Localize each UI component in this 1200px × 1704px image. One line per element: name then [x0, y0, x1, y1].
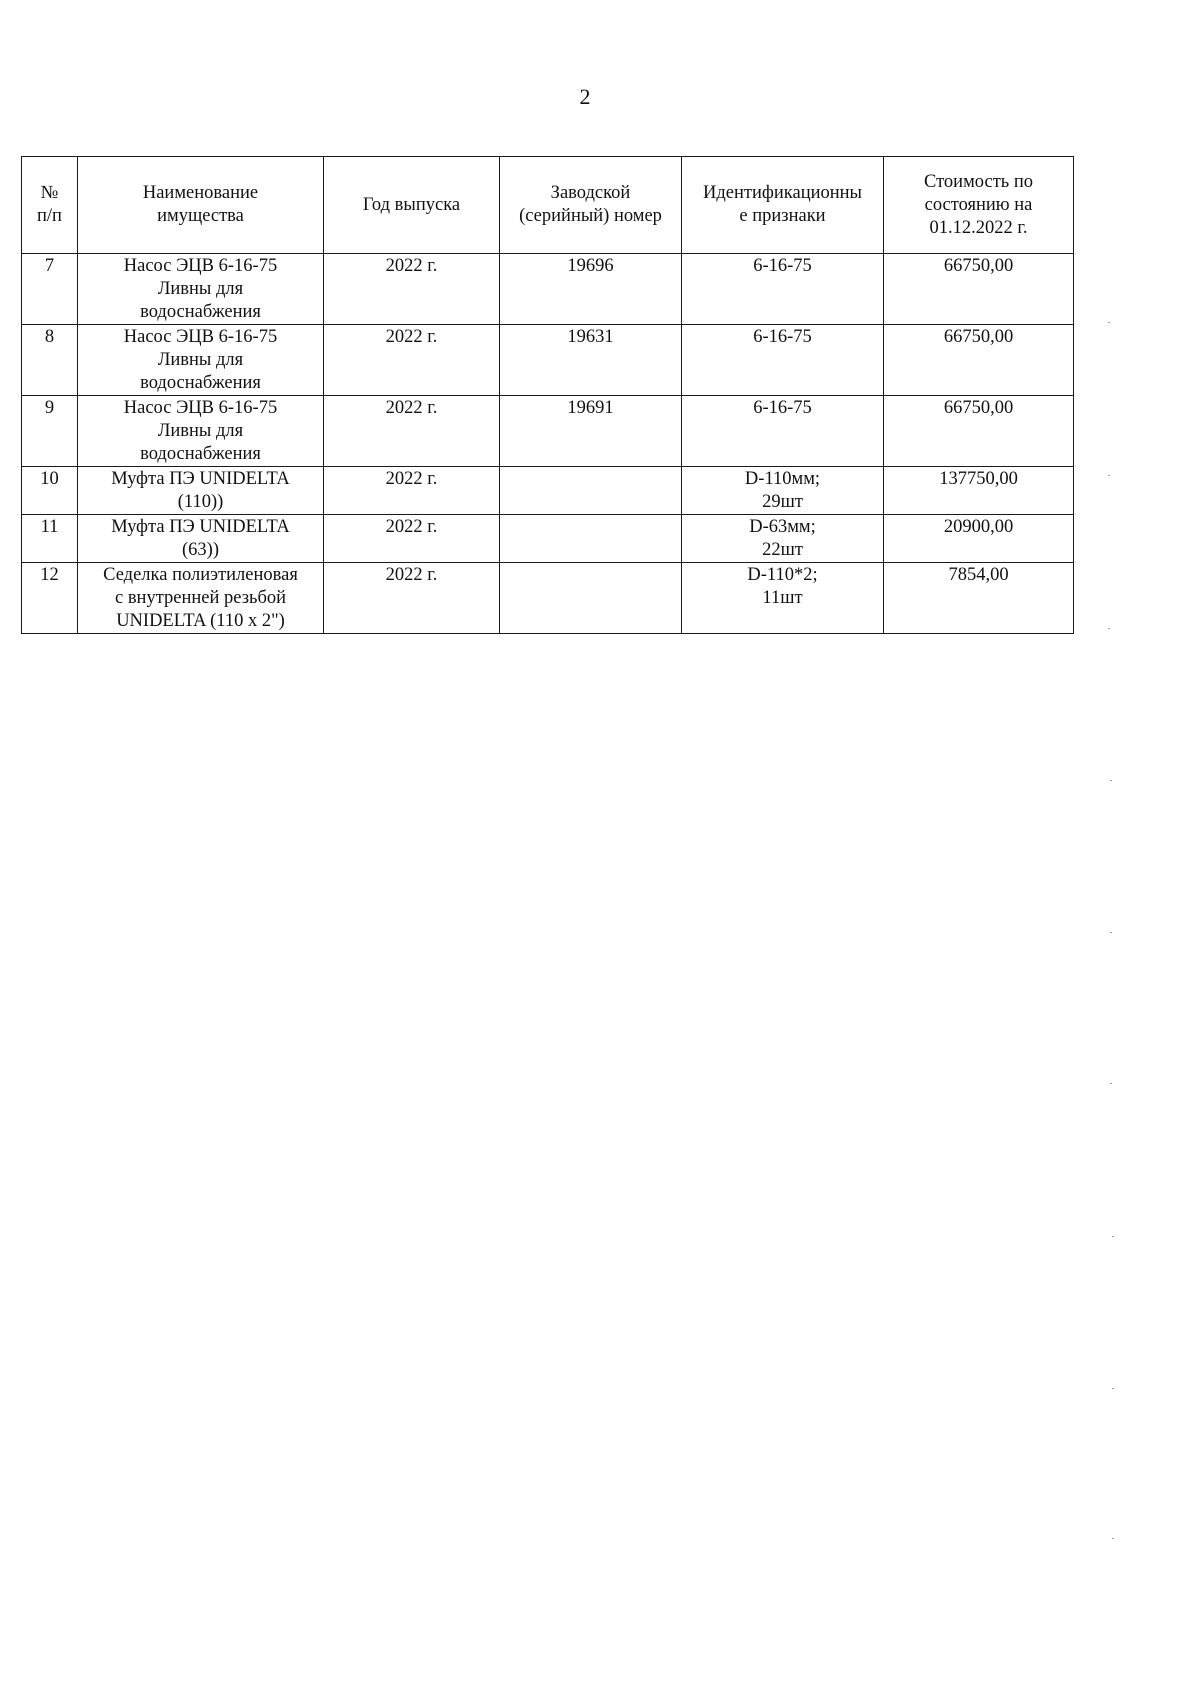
cell-name: Седелка полиэтиленовая с внутренней резьбой UNIDELTA (110 x 2"): [78, 563, 324, 634]
scan-speck: [1112, 1538, 1114, 1539]
cell-cost: 137750,00: [884, 467, 1074, 515]
table-row: [22, 563, 1074, 634]
cell-serial: [500, 515, 682, 563]
cell-serial: 19696: [500, 254, 682, 325]
cell-serial: [500, 467, 682, 515]
cell-cost: 66750,00: [884, 325, 1074, 396]
cell-cost: 66750,00: [884, 396, 1074, 467]
scan-speck: [1110, 1083, 1112, 1084]
table-row: [22, 325, 1074, 396]
cell-year: 2022 г.: [324, 396, 500, 467]
page-number: 2: [579, 84, 591, 109]
cell-number: 8: [22, 325, 78, 396]
cell-cost: 20900,00: [884, 515, 1074, 563]
property-table: [21, 156, 1074, 634]
header-ident: [682, 157, 884, 254]
cell-cost: 66750,00: [884, 254, 1074, 325]
scan-speck: [1112, 1388, 1114, 1389]
cell-number: 9: [22, 396, 78, 467]
cell-name: Насос ЭЦВ 6-16-75 Ливны для водоснабжения: [78, 254, 324, 325]
cell-ident: D-110*2; 11шт: [682, 563, 884, 634]
table-row: [22, 254, 1074, 325]
header-serial-label: Заводской (серийный) номер: [519, 183, 662, 226]
cell-number: 12: [22, 563, 78, 634]
header-ident-label: Идентификационны е признаки: [703, 183, 862, 226]
header-year: [324, 157, 500, 254]
header-year-label: Год выпуска: [362, 194, 461, 215]
cell-ident: 6-16-75: [682, 254, 884, 325]
scan-speck: [1108, 475, 1110, 476]
header-name-label: Наименование имущества: [142, 183, 259, 226]
header-name: [78, 157, 324, 254]
cell-ident: D-110мм; 29шт: [682, 467, 884, 515]
cell-name: Насос ЭЦВ 6-16-75 Ливны для водоснабжения: [78, 396, 324, 467]
cell-serial: [500, 563, 682, 634]
cell-number: 11: [22, 515, 78, 563]
table-header-row: [22, 157, 1074, 254]
scan-speck: [1110, 780, 1112, 781]
scan-speck: [1112, 1236, 1114, 1237]
cell-year: 2022 г.: [324, 467, 500, 515]
cell-year: 2022 г.: [324, 515, 500, 563]
header-serial: [500, 157, 682, 254]
table-row: [22, 396, 1074, 467]
scan-speck: [1110, 932, 1112, 933]
scan-speck: [1108, 628, 1110, 629]
cell-ident: D-63мм; 22шт: [682, 515, 884, 563]
header-cost-label: Стоимость по состоянию на 01.12.2022 г.: [923, 171, 1033, 238]
cell-name: Муфта ПЭ UNIDELTA (110)): [78, 467, 324, 515]
scan-speck: [1108, 322, 1110, 323]
table-row: [22, 515, 1074, 563]
cell-serial: 19691: [500, 396, 682, 467]
header-number-label: № п/п: [37, 183, 62, 226]
header-number: [22, 157, 78, 254]
cell-year: 2022 г.: [324, 254, 500, 325]
cell-number: 7: [22, 254, 78, 325]
header-cost: [884, 157, 1074, 254]
cell-name: Муфта ПЭ UNIDELTA (63)): [78, 515, 324, 563]
cell-serial: 19631: [500, 325, 682, 396]
cell-name: Насос ЭЦВ 6-16-75 Ливны для водоснабжения: [78, 325, 324, 396]
cell-ident: 6-16-75: [682, 325, 884, 396]
cell-year: 2022 г.: [324, 563, 500, 634]
cell-year: 2022 г.: [324, 325, 500, 396]
cell-ident: 6-16-75: [682, 396, 884, 467]
table-row: [22, 467, 1074, 515]
cell-cost: 7854,00: [884, 563, 1074, 634]
cell-number: 10: [22, 467, 78, 515]
